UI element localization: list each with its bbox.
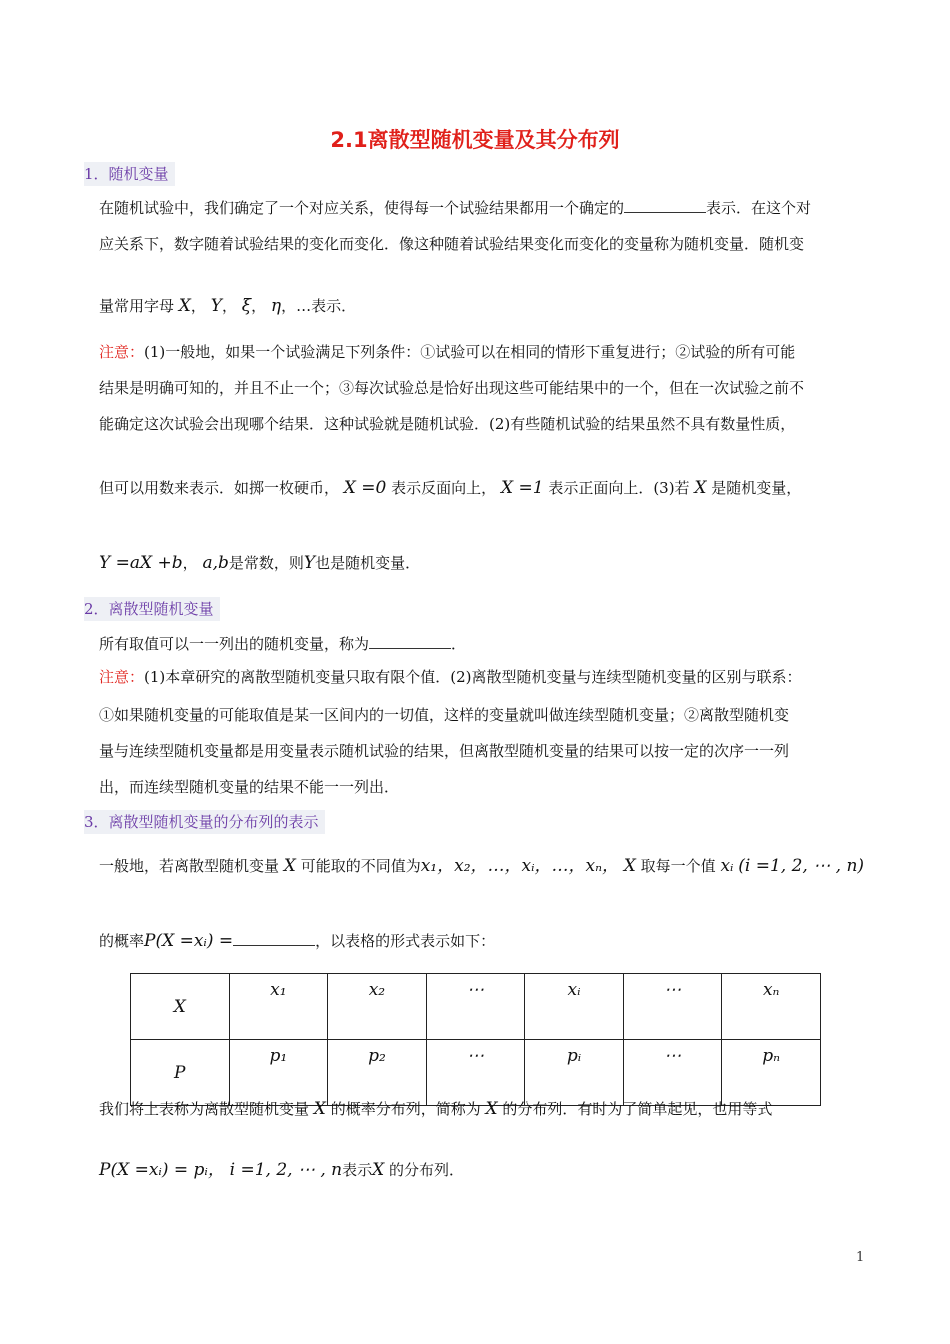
equation-y-linear: Y =aX +b — [99, 553, 183, 573]
s3-paragraph-line4 — [99, 1160, 464, 1180]
section-heading-distribution: 3．离散型随机变量的分布列的表示 — [84, 810, 325, 834]
page-title: 2.1离散型随机变量及其分布列 — [330, 128, 620, 152]
math-symbol-y: Y — [210, 296, 222, 316]
fill-blank — [624, 198, 706, 213]
s1-note-line3: 能确定这次试验会出现哪个结果．这种试验就是随机试验．(2)有些随机试验的结果虽然不具有数量性质， — [99, 415, 796, 433]
s3-p3a-text: 我们将上表称为离散型随机变量 — [99, 1100, 310, 1118]
math-symbol-xi: ξ — [241, 296, 252, 316]
math-symbol-ab: a,b — [202, 553, 229, 573]
index-range: i =1, 2, ⋯ , n — [229, 1160, 343, 1180]
math-symbol-y: Y — [303, 553, 316, 573]
separator: ， — [182, 554, 198, 572]
math-symbol-x: X — [313, 1099, 326, 1119]
note-label: 注意： — [99, 343, 145, 361]
s2-note-line2: ①如果随机变量的可能取值是某一区间内的一切值，这样的变量就叫做连续型随机变量；②离散型随机变 — [99, 706, 790, 724]
s2-note-line1 — [99, 667, 802, 687]
s1-paragraph-line3 — [99, 296, 356, 316]
math-symbol-x: X — [372, 1160, 385, 1180]
s3-p2b-text: ，以表格的形式表示如下： — [315, 932, 496, 950]
s3-paragraph-line3 — [99, 1099, 772, 1119]
s3-p4b-text: 的分布列． — [389, 1161, 465, 1179]
index-range: (i =1, 2, ⋯ , n) — [738, 856, 865, 876]
s2-note-line3: 量与连续型随机变量都是用变量表示随机试验的结果，但离散型随机变量的结果可以按一定的次序一一列 — [99, 742, 790, 760]
s3-p4a-text: 表示 — [342, 1161, 373, 1179]
table-cell: pₙ — [722, 1040, 821, 1106]
s1-p1b-text: 表示．在这个对 — [706, 199, 812, 217]
s1-note-text4c: 表示正面向上．(3)若 — [548, 479, 690, 497]
s1-note-line5 — [99, 553, 420, 573]
s1-note-line4 — [99, 478, 801, 498]
s1-paragraph-line2: 应关系下，数字随着试验结果的变化而变化．像这种随着试验结果变化而变化的变量称为随机变量．随机变 — [99, 235, 805, 253]
section-heading-random-variable: 1．随机变量 — [84, 162, 175, 186]
separator: ， — [190, 297, 206, 315]
s1-note-text4d: 是随机变量， — [711, 479, 802, 497]
table-row — [131, 1040, 821, 1106]
s1-note-text5b: 也是随机变量． — [315, 554, 421, 572]
separator: ， — [221, 297, 237, 315]
table-cell: xᵢ — [525, 974, 624, 1040]
s2-note-line4: 出，而连续型随机变量的结果不能一一列出． — [99, 778, 400, 796]
s1-paragraph-line1 — [99, 198, 811, 218]
separator: ， — [251, 297, 267, 315]
s2-note-text1: (1)本章研究的离散型随机变量只取有限个值．(2)离散型随机变量与连续型随机变量的区别与联系： — [144, 668, 802, 686]
s1-p1-text: 在随机试验中，我们确定了一个对应关系，使得每一个试验结果都用一个确定的 — [99, 199, 625, 217]
s2-p1-text: 所有取值可以一一列出的随机变量，称为 — [99, 635, 370, 653]
table-cell: X — [131, 974, 230, 1040]
s3-paragraph-line2 — [99, 931, 495, 951]
s3-p1a-text: 一般地，若离散型随机变量 — [99, 857, 280, 875]
s1-p3-end: ，…表示． — [281, 297, 357, 315]
probability-expression: P(X =xᵢ) = — [144, 931, 234, 951]
s3-p3c-text: 的分布列．有时为了简单起见，也用等式 — [502, 1100, 773, 1118]
s2-p1b-text: ． — [451, 635, 467, 653]
page-number: 1 — [856, 1250, 865, 1265]
s1-note-text4b: 表示反面向上， — [391, 479, 497, 497]
table-cell: P — [131, 1040, 230, 1106]
math-symbol-x: X — [694, 478, 707, 498]
s3-p3b-text: 的概率分布列，简称为 — [330, 1100, 481, 1118]
table-cell: x₁ — [229, 974, 328, 1040]
distribution-table — [130, 973, 821, 1106]
s3-p1b-text: 可能取的不同值为 — [300, 857, 421, 875]
math-symbol-x: X — [178, 296, 191, 316]
table-cell: pᵢ — [525, 1040, 624, 1106]
math-symbol-x: X — [623, 856, 636, 876]
fill-blank — [369, 634, 451, 649]
equation-x-equals-1: X =1 — [500, 478, 544, 498]
s1-note-text1: (1)一般地，如果一个试验满足下列条件：①试验可以在相同的情形下重复进行；②试验的所有可能 — [144, 343, 796, 361]
table-cell: xₙ — [722, 974, 821, 1040]
s1-note-text4a: 但可以用数来表示．如掷一枚硬币， — [99, 479, 340, 497]
s3-p2a-text: 的概率 — [99, 932, 145, 950]
table-cell: ⋯ — [623, 1040, 722, 1106]
table-row — [131, 974, 821, 1040]
math-symbol-x: X — [283, 856, 296, 876]
math-symbol-xi-value: xᵢ — [720, 856, 734, 876]
table-cell: ⋯ — [426, 974, 525, 1040]
fill-blank — [233, 931, 315, 946]
s3-p1c-text: 取每一个值 — [640, 857, 716, 875]
math-symbol-eta: η — [270, 296, 282, 316]
table-cell: p₂ — [328, 1040, 427, 1106]
table-cell: p₁ — [229, 1040, 328, 1106]
value-list: x₁，x₂，…，xᵢ，…，xₙ， — [420, 856, 619, 876]
table-cell: ⋯ — [623, 974, 722, 1040]
s1-note-line2: 结果是明确可知的，并且不止一个；③每次试验总是恰好出现这些可能结果中的一个，但在一次试验之前不 — [99, 379, 805, 397]
s3-paragraph-line1 — [99, 856, 864, 876]
s2-paragraph-line1 — [99, 634, 466, 654]
probability-equation: P(X =xᵢ) = pᵢ， — [99, 1160, 225, 1180]
s1-p3-text: 量常用字母 — [99, 297, 175, 315]
math-symbol-x: X — [485, 1099, 498, 1119]
note-label: 注意： — [99, 668, 145, 686]
table-cell: x₂ — [328, 974, 427, 1040]
section-heading-discrete-variable: 2．离散型随机变量 — [84, 597, 220, 621]
table-cell: ⋯ — [426, 1040, 525, 1106]
s1-note-line1 — [99, 342, 795, 362]
s1-note-text5a: 是常数，则 — [228, 554, 304, 572]
equation-x-equals-0: X =0 — [343, 478, 387, 498]
